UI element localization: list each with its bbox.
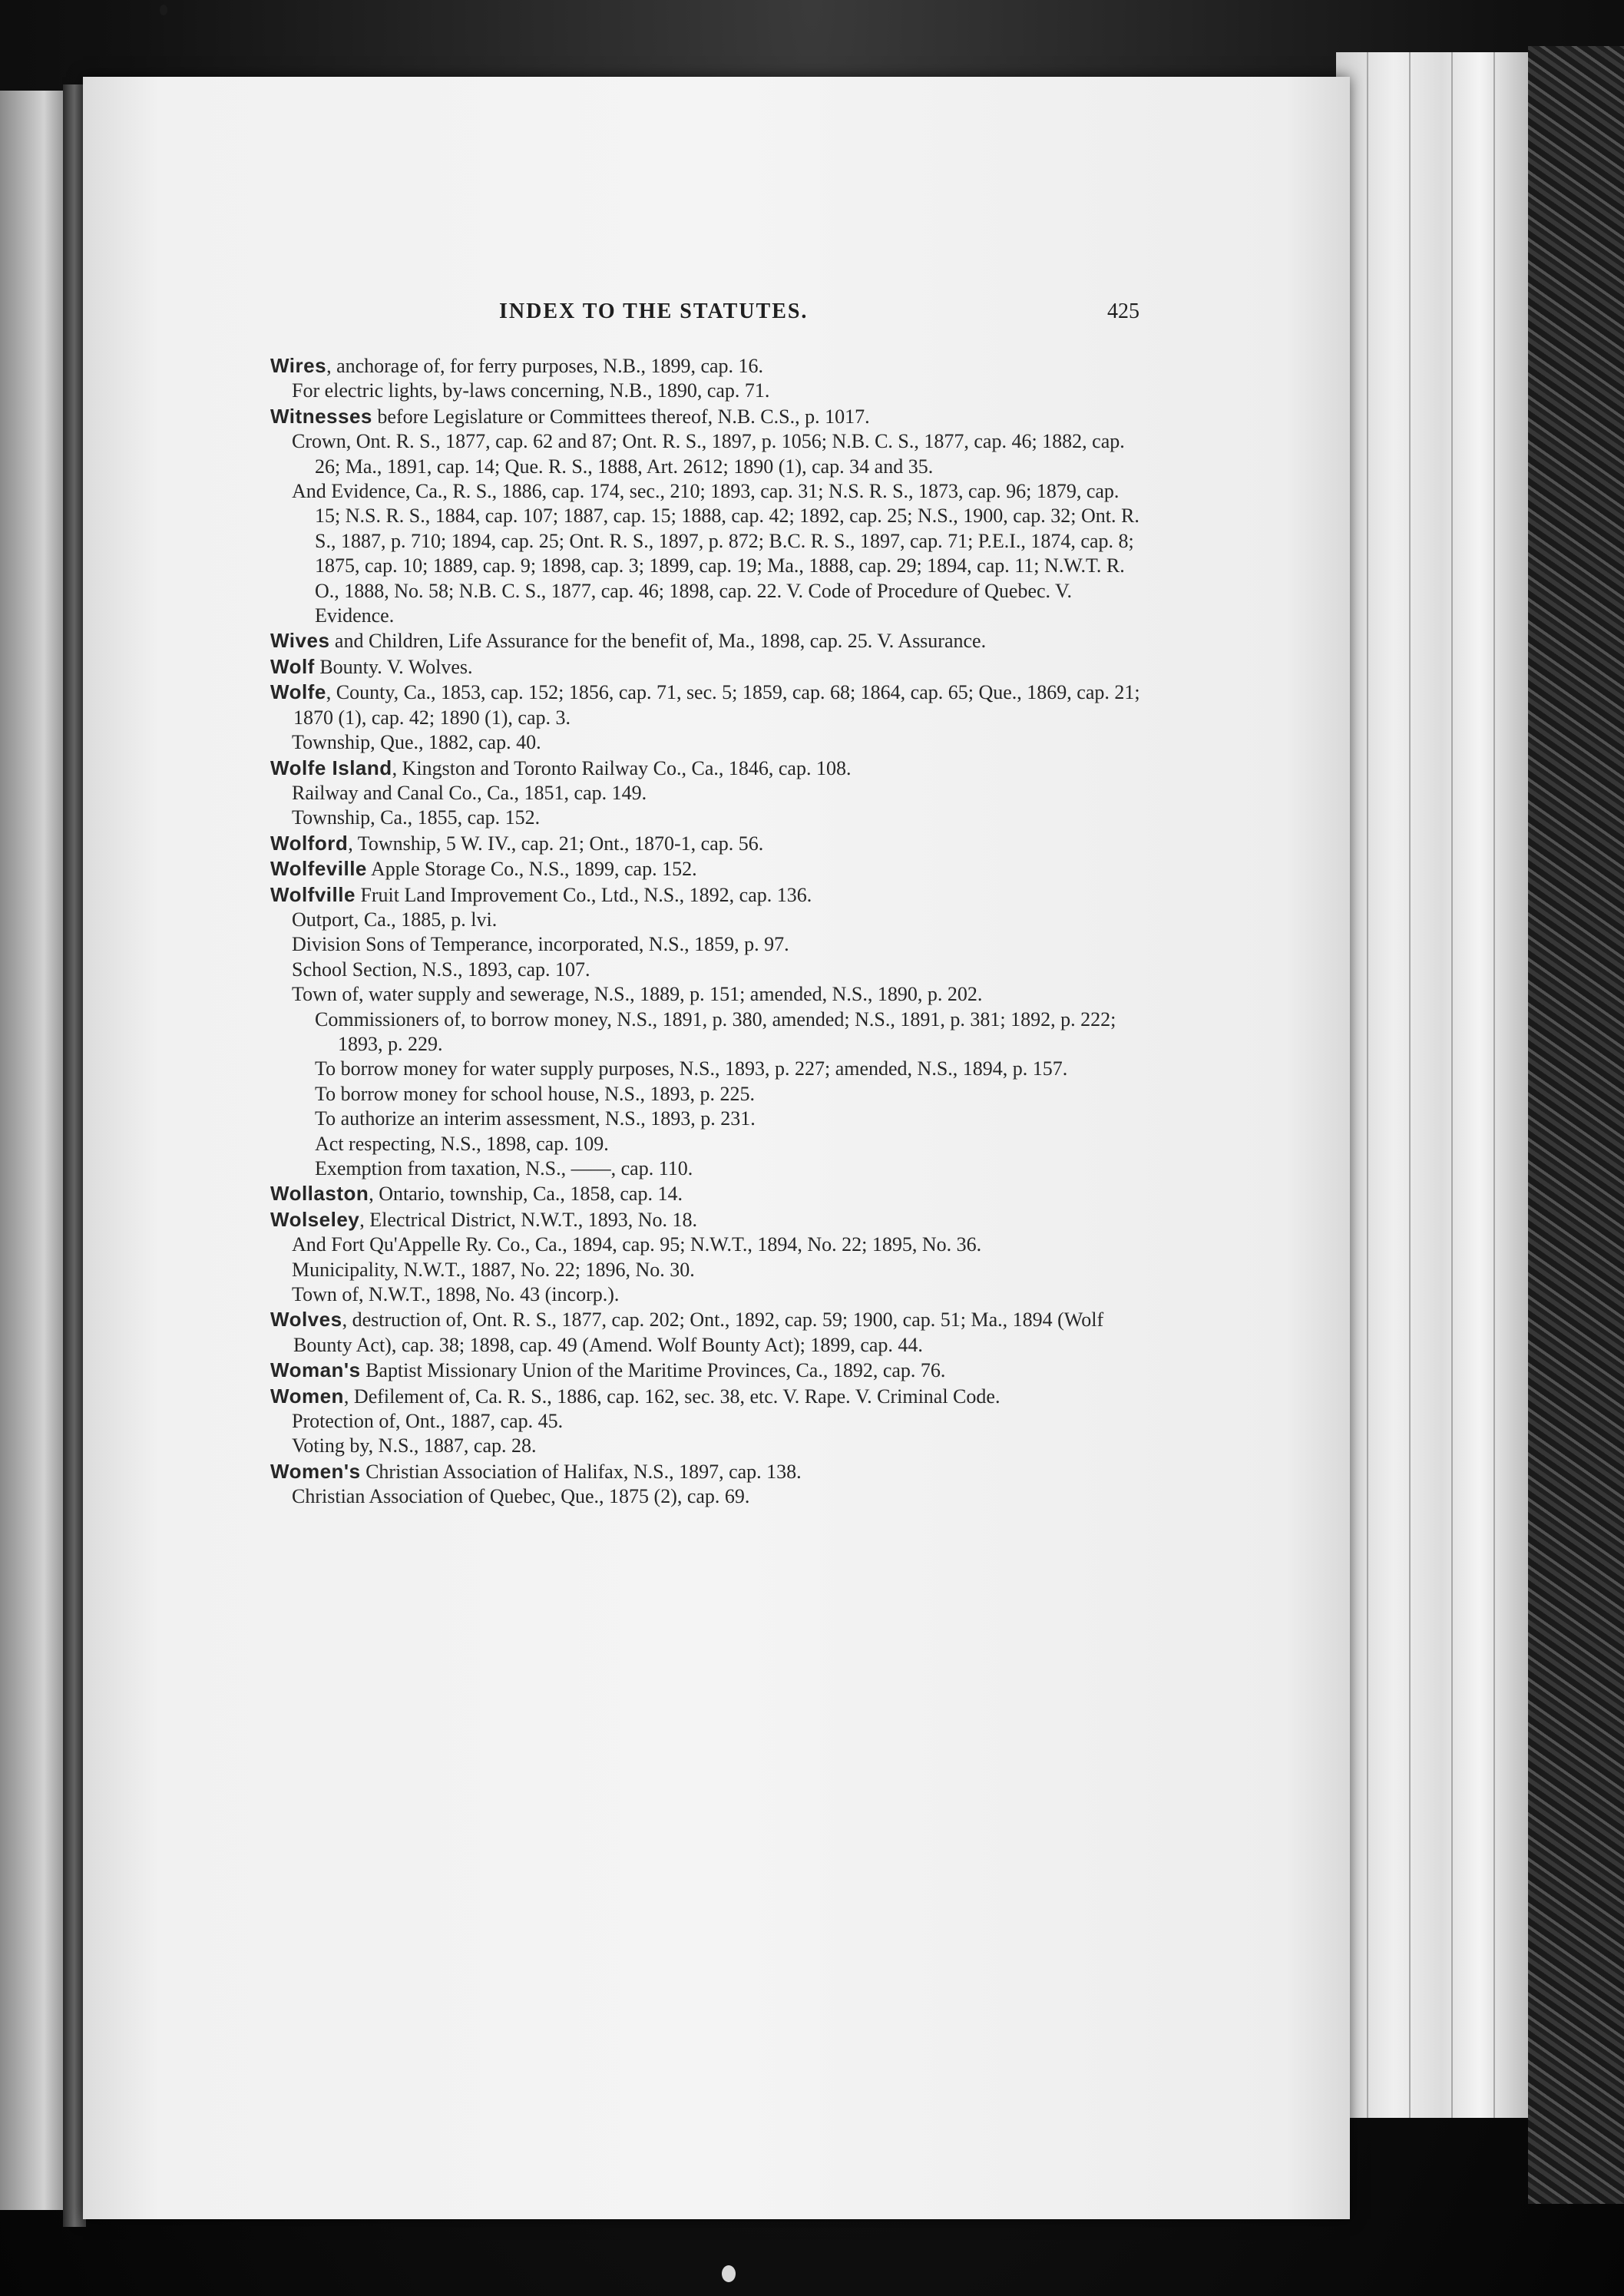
entry-headword: Wolford [270,831,349,855]
entry-text: Fruit Land Improvement Co., Ltd., N.S., 1892, cap. 136. [355,883,812,906]
entry-text: Township, Que., 1882, cap. 40. [292,731,541,754]
entry-text: Bounty. V. Wolves. [314,655,473,678]
index-subentry [292,379,1146,403]
index-subentry [292,982,1146,1007]
index-subentry [292,1409,1146,1434]
entry-headword: Witnesses [270,404,372,428]
facing-page-edge [0,91,63,2210]
index-subentry [315,1156,1146,1181]
entry-text: Division Sons of Temperance, incorporated, N.S., 1859, p. 97. [292,933,789,956]
index-subentry [292,730,1146,755]
index-entry [270,680,1146,730]
entry-headword: Wolfeville [270,857,367,881]
entry-text: Outport, Ca., 1885, p. lvi. [292,908,498,931]
index-subentry [315,1082,1146,1107]
index-subentry [292,932,1146,957]
entry-text: To authorize an interim assessment, N.S., 1893, p. 231. [315,1107,756,1130]
index-entry [270,882,1146,908]
index-subentry [292,1282,1146,1307]
entry-headword: Women's [270,1459,361,1483]
entry-headword: Women [270,1384,344,1408]
index-entry [270,1181,1146,1206]
index-entry [270,353,1146,379]
entry-text: , destruction of, Ont. R. S., 1877, cap. 202; Ont., 1892, cap. 59; 1900, cap. 51; Ma., 1894 (Wolf Bounty Act), cap. 38; 1898, cap. 49 (Amend. Wolf Bounty Act); 1899, cap. 44. [293,1308,1104,1356]
index-entry [270,1384,1146,1409]
entry-text: Town of, N.W.T., 1898, No. 43 (incorp.). [292,1283,620,1306]
entry-text: , Defilement of, Ca. R. S., 1886, cap. 162, sec. 38, etc. V. Rape. V. Criminal Code. [343,1385,1001,1408]
index-entry [270,1358,1146,1383]
entry-headword: Wolves [270,1308,342,1332]
entry-text: , County, Ca., 1853, cap. 152; 1856, cap. 71, sec. 5; 1859, cap. 68; 1864, cap. 65; Que., 1869, cap. 21; 1870 (1), cap. 42; 1890 (1), cap. 3. [293,681,1140,729]
scan-speck [160,5,167,15]
index-subentry [292,781,1146,806]
entry-text: School Section, N.S., 1893, cap. 107. [292,958,590,981]
entry-text: and Children, Life Assurance for the benefit of, Ma., 1898, cap. 25. V. Assurance. [329,630,987,653]
marbled-endpaper [1528,46,1624,2204]
entry-text: Apple Storage Co., N.S., 1899, cap. 152. [366,858,697,881]
index-entries [270,353,1146,1510]
entry-headword: Wollaston [270,1182,369,1206]
entry-text: , Electrical District, N.W.T., 1893, No. 18. [359,1208,697,1231]
entry-text: , Ontario, township, Ca., 1858, cap. 14. [369,1183,683,1206]
page-edge-line [1451,52,1453,2118]
entry-text: To borrow money for water supply purposes, N.S., 1893, p. 227; amended, N.S., 1894, p. 157. [315,1057,1068,1080]
entry-headword: Wolfville [270,882,356,906]
entry-text: before Legislature or Committees thereof, N.B. C.S., p. 1017. [372,405,870,428]
entry-headword: Wires [270,354,327,377]
entry-headword: Wolfe [270,680,326,704]
index-entry [270,628,1146,653]
index-subentry [315,1007,1146,1057]
entry-text: And Fort Qu'Appelle Ry. Co., Ca., 1894, cap. 95; N.W.T., 1894, No. 22; 1895, No. 36. [292,1233,982,1256]
entry-text: Christian Association of Quebec, Que., 1875 (2), cap. 69. [292,1485,750,1508]
entry-text: , anchorage of, for ferry purposes, N.B., 1899, cap. 16. [326,355,764,377]
entry-text: Commissioners of, to borrow money, N.S., 1891, p. 380, amended; N.S., 1891, p. 381; 1892, p. 222; 1893, p. 229. [315,1007,1116,1055]
entry-headword: Woman's [270,1358,361,1382]
entry-text: Exemption from taxation, N.S., ——, cap. 110. [315,1157,693,1179]
index-subentry [315,1057,1146,1081]
index-subentry [292,908,1146,932]
index-entry [270,856,1146,882]
entry-text: , Township, 5 W. IV., cap. 21; Ont., 1870-1, cap. 56. [348,832,764,855]
entry-text: Voting by, N.S., 1887, cap. 28. [292,1434,537,1457]
index-entry [270,1459,1146,1484]
entry-text: Protection of, Ont., 1887, cap. 45. [292,1410,564,1433]
page-edge-line [1367,52,1368,2118]
index-entry [270,654,1146,680]
entry-text: Town of, water supply and sewerage, N.S., 1889, p. 151; amended, N.S., 1890, p. 202. [292,983,983,1006]
entry-headword: Wolfe Island [270,756,392,779]
index-subentry [292,1258,1146,1282]
scan-speck [722,2265,736,2282]
index-entry [270,1307,1146,1358]
index-subentry [292,429,1146,479]
entry-text: To borrow money for school house, N.S., 1893, p. 225. [315,1082,756,1105]
index-subentry [292,1484,1146,1509]
entry-text: And Evidence, Ca., R. S., 1886, cap. 174, sec., 210; 1893, cap. 31; N.S. R. S., 1873, cap. 96; 1879, cap. 15; N.S. R. S., 1884, cap. 107; 1887, cap. 15; 1888, cap. 42; 1892, cap. 25; N.S., 1900, cap. 32; Ont. R. S., 1887, p. 710; 1894, cap. 25; Ont. R. S., 1897, p. 872; B.C. R. S., 1897, cap. 71; P.E.I., 1874, cap. 8; 1875, cap. 10; 1889, cap. 9; 1898, cap. 3; 1899, cap. 19; Ma., 1888, cap. 29; 1894, cap. 11; N.W.T. R. O., 1888, No. 58; N.B. C. S., 1877, cap. 46; 1898, cap. 22. V. Code of Procedure of Quebec. V. Evidence. [292,480,1139,627]
page-number: 425 [1107,299,1139,323]
page-edge-line [1493,52,1495,2118]
index-entry [270,1207,1146,1232]
entry-headword: Wolseley [270,1207,360,1231]
index-entry [270,831,1146,856]
page-edge-line [1409,52,1411,2118]
entry-text: Crown, Ont. R. S., 1877, cap. 62 and 87; Ont. R. S., 1897, p. 1056; N.B. C. S., 1877, cap. 46; 1882, cap. 26; Ma., 1891, cap. 14; Que. R. S., 1888, Art. 2612; 1890 (1), cap. 34 and 35. [292,430,1125,478]
index-entry [270,404,1146,429]
entry-text: Christian Association of Halifax, N.S., 1897, cap. 138. [360,1460,802,1483]
index-subentry [315,1132,1146,1156]
index-entry [270,756,1146,781]
entry-text: For electric lights, by-laws concerning, N.B., 1890, cap. 71. [292,379,770,402]
index-subentry [292,958,1146,982]
index-subentry [315,1107,1146,1131]
running-header: INDEX TO THE STATUTES. [499,299,809,323]
entry-headword: Wives [270,629,330,653]
index-subentry [292,1232,1146,1257]
entry-text: Railway and Canal Co., Ca., 1851, cap. 149. [292,781,647,804]
page-stack-edges [1336,52,1528,2118]
entry-text: Township, Ca., 1855, cap. 152. [292,806,541,829]
entry-headword: Wolf [270,654,315,678]
entry-text: Municipality, N.W.T., 1887, No. 22; 1896, No. 30. [292,1258,695,1281]
entry-text: Baptist Missionary Union of the Maritime Provinces, Ca., 1892, cap. 76. [360,1359,946,1382]
index-subentry [292,806,1146,830]
index-subentry [292,479,1146,628]
entry-text: Act respecting, N.S., 1898, cap. 109. [315,1132,609,1155]
index-subentry [292,1434,1146,1458]
entry-text: , Kingston and Toronto Railway Co., Ca., 1846, cap. 108. [392,756,852,779]
